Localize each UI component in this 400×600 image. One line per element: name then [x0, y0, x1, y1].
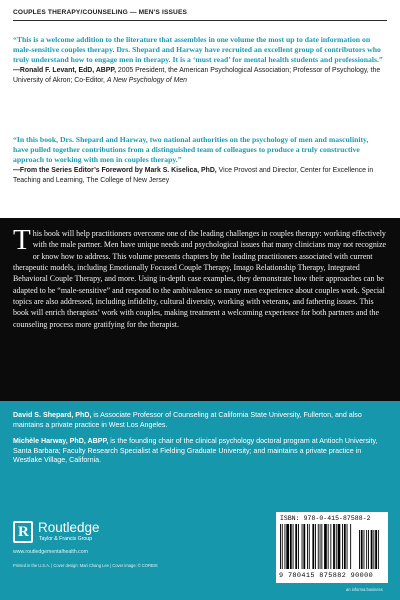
- publisher-website: www.routledgementalhealth.com: [13, 549, 88, 555]
- routledge-logo-icon: R: [13, 521, 33, 543]
- endorsement-quote: “In this book, Drs. Shepard and Harway, two national authorities on the psychology of men and masculinity, have pulled together contributions from a distinguished team of colleagues to produce a truly constructive approach to working with men in couples therapy.”: [13, 135, 369, 165]
- cover-credits: Printed in the U.S.A. | Cover design: Mari Chang Lee | Cover image: © CORBIS: [13, 563, 158, 568]
- author-bio: [13, 437, 389, 466]
- author-bio: [13, 411, 389, 430]
- endorsement-quote: “This is a welcome addition to the literature that assembles in one volume the most up to date information on male-sensitive couples therapy. Drs. Shepard and Harway have recruited an excellent group of contributors who truly understand how to engage men in therapy. It is a ‘must read’ for mental health students and professionals.”: [13, 35, 383, 65]
- ean-number: 9 780415 875882: [279, 572, 347, 580]
- endorser-credentials: Vice Provost and Director, Center for Excellence in Teaching and Learning, The College of New Jersey: [13, 167, 374, 184]
- endorser-name: —From the Series Editor’s Foreword by Mark S. Kiselica, PhD,: [13, 167, 217, 175]
- category-label: COUPLES THERAPY/COUNSELING — MEN'S ISSUES: [13, 9, 188, 16]
- informa-business-note: an informa business: [346, 587, 383, 592]
- barcode-icon: [279, 524, 385, 569]
- price-addon: 90000: [350, 572, 374, 580]
- author-description: is the founding chair of the clinical psychology doctoral program at Antioch University, Santa Barbara; Faculty Research Specialist at Fielding Graduate University; and maintains a private practice in Westlake Village, California.: [13, 437, 378, 464]
- endorsement-attribution: [13, 166, 385, 185]
- publisher-logo: [13, 519, 133, 547]
- barcode-number: [279, 572, 373, 580]
- endorsement: [13, 135, 385, 185]
- endorsement-attribution: [13, 66, 385, 85]
- author-name: Michèle Harway, PhD, ABPP,: [13, 437, 109, 445]
- header-divider: [13, 20, 387, 21]
- book-description-section: [0, 218, 400, 401]
- author-description: is Associate Professor of Counseling at California State University, Fullerton, and also maintains a private practice in West Los Angeles.: [13, 411, 362, 429]
- book-description: [13, 224, 388, 330]
- endorsement: [13, 35, 385, 85]
- author-name: David S. Shepard, PhD,: [13, 411, 92, 419]
- publisher-name: Routledge: [38, 520, 100, 535]
- isbn-label: ISBN: 978-0-415-87588-2: [280, 515, 371, 522]
- endorser-book-title: A New Psychology of Men: [106, 76, 187, 84]
- endorser-name: —Ronald F. Levant, EdD, ABPP,: [13, 67, 116, 75]
- drop-cap: T: [13, 224, 31, 256]
- endorser-credentials: 2005 President, the American Psychological Association; Professor of Psychology, the University of Akron; Co-Editor,: [13, 67, 381, 84]
- description-text: his book will help practitioners overcome one of the leading challenges in couples therapy: working effectively with the male partner. Men have unique needs and psychological issues that many clinicians may not recognize or know how to address. This volume presents chapters by the leading practitioners associated with current therapeutic models, including Emotionally Focused Couple Therapy, Imago Relationship Therapy, Integrated Behavioral Couple Therapy, and more. Using in-depth case examples, they demonstrate how their approaches can be adapted to be “male-sensitive” and respond to the ambivalence so many men experience about couples work. Special topics are also addressed, including infidelity, cultural diversity, working with veterans, and fathering issues. This book will enrich therapists’ work with couples, making treatment a welcoming experience for both partners and the counseling process more gratifying for the therapist.: [13, 229, 387, 329]
- barcode-panel: [276, 512, 388, 583]
- publisher-subtitle: Taylor & Francis Group: [39, 536, 93, 542]
- endorsements-section: [0, 0, 400, 218]
